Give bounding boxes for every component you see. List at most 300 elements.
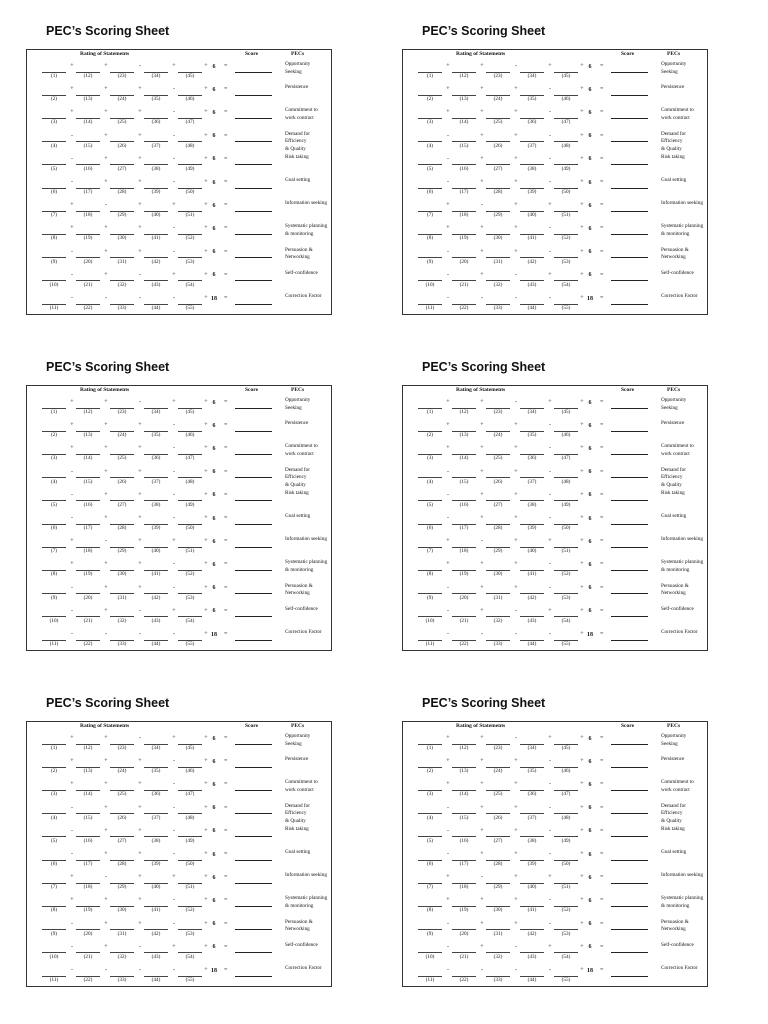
statement-number: (53): [185, 258, 195, 265]
statement-number: (34): [527, 745, 537, 751]
statement-number: (17): [459, 189, 469, 195]
score-row: [27, 918, 331, 944]
statement-number: (22): [83, 641, 93, 647]
constant-value: 18: [211, 967, 217, 974]
operator-sign: +: [580, 631, 584, 637]
score-row: [27, 399, 331, 422]
statement-number: (39): [151, 861, 161, 867]
statement-number: (11): [425, 641, 435, 647]
pecs-header: PECs: [667, 387, 681, 393]
pec-label-line: Seeking: [285, 68, 302, 75]
pec-label-line: Persuasion &: [661, 582, 689, 589]
equals-sign: =: [600, 920, 604, 927]
operator-sign: -: [515, 63, 517, 69]
statement-number: (51): [185, 212, 195, 219]
operator-sign: +: [514, 561, 518, 568]
sheet-title: PEC’s Scoring Sheet: [422, 696, 546, 710]
statement-number: (12): [83, 73, 93, 79]
statement-number: (9): [50, 594, 58, 601]
operator-sign: -: [515, 607, 517, 614]
operator-sign: +: [446, 538, 450, 545]
operator-sign: +: [514, 109, 518, 116]
statement-number: (31): [493, 258, 503, 265]
pec-label-line: Commitment to: [285, 779, 318, 786]
operator-sign: +: [172, 607, 176, 614]
sheet-title: PEC’s Scoring Sheet: [46, 24, 170, 38]
rating-header: Rating of Statements: [80, 723, 130, 729]
statement-number: (36): [151, 119, 161, 126]
score-row: [27, 295, 331, 318]
operator-sign: +: [204, 758, 208, 765]
statement-number: (18): [83, 548, 93, 555]
score-blank: [611, 790, 648, 791]
pec-label-line: Commitment to: [661, 443, 694, 450]
operator-sign: -: [71, 827, 73, 834]
statement-number: (4): [426, 478, 434, 485]
operator-sign: +: [104, 584, 108, 591]
operator-sign: +: [70, 874, 74, 881]
rating-header: Rating of Statements: [80, 51, 130, 57]
score-blank: [611, 477, 648, 478]
constant-value: 6: [212, 63, 216, 70]
operator-sign: -: [173, 109, 175, 116]
operator-sign: -: [549, 445, 551, 452]
pec-label: [661, 849, 707, 857]
statement-number: (40): [527, 212, 537, 219]
statement-number: (16): [459, 837, 469, 844]
score-blank: [235, 304, 272, 305]
statement-number: (19): [83, 235, 93, 242]
constant-value: 6: [212, 492, 216, 499]
statement-number: (53): [185, 594, 195, 601]
operator-sign: +: [204, 584, 208, 591]
equals-sign: =: [600, 399, 604, 405]
pec-label-line: Persuasion &: [285, 918, 313, 925]
score-blank: [235, 929, 272, 930]
statement-number: (6): [50, 861, 58, 867]
score-row: [403, 735, 707, 758]
score-row: [27, 269, 331, 295]
pec-label-line: Correction Factor: [285, 965, 322, 971]
operator-sign: +: [172, 735, 176, 741]
statement-number: (33): [117, 641, 127, 647]
operator-sign: +: [480, 468, 484, 475]
pec-label-line: & monitoring: [661, 566, 690, 573]
statement-number: (9): [426, 930, 434, 937]
operator-sign: -: [71, 295, 73, 301]
statement-number: (37): [151, 478, 161, 485]
statement-number: (10): [425, 281, 435, 288]
statement-number: (53): [561, 258, 571, 265]
operator-sign: +: [204, 248, 208, 255]
score-blank: [235, 188, 272, 189]
statement-number: (31): [493, 930, 503, 937]
statement-number: (31): [117, 594, 127, 601]
score-row: [27, 825, 331, 851]
statement-number: (31): [117, 258, 127, 265]
statement-number: (40): [527, 548, 537, 555]
operator-sign: +: [204, 874, 208, 881]
statement-number: (45): [185, 745, 195, 751]
score-blank: [235, 477, 272, 478]
operator-sign: +: [104, 422, 108, 429]
operator-sign: +: [70, 538, 74, 545]
pec-label: [661, 107, 707, 122]
equals-sign: =: [600, 225, 604, 232]
pec-label-line: Risk taking: [661, 489, 685, 496]
score-row: [27, 153, 331, 179]
statement-number: (29): [493, 884, 503, 891]
statement-number: (13): [459, 96, 469, 103]
statement-number: (1): [426, 409, 434, 415]
equals-sign: =: [224, 631, 228, 637]
equals-sign: =: [600, 827, 604, 834]
score-row: [403, 941, 707, 967]
equals-sign: =: [600, 781, 604, 788]
scoring-table: [402, 721, 708, 987]
score-row: [27, 967, 331, 990]
statement-number: (3): [426, 119, 434, 126]
constant-value: 6: [588, 828, 592, 835]
pec-label-line: Demand for Efficiency: [285, 130, 310, 145]
statement-number: (23): [117, 409, 127, 415]
constant-value: 18: [211, 631, 217, 638]
statement-number: (8): [426, 571, 434, 578]
pec-label-line: Opportunity: [661, 733, 687, 739]
constant-value: 18: [211, 295, 217, 302]
scoring-table: [26, 385, 332, 651]
statement-number: (30): [493, 571, 503, 578]
operator-sign: +: [204, 631, 208, 637]
statement-number: (53): [561, 930, 571, 937]
score-blank: [235, 813, 272, 814]
statement-number: (55): [185, 977, 195, 983]
operator-sign: +: [514, 804, 518, 811]
pec-label: [661, 200, 707, 208]
pec-label-line: Opportunity: [661, 397, 687, 403]
constant-value: 6: [588, 735, 592, 742]
pec-label: [661, 154, 707, 162]
equals-sign: =: [224, 804, 228, 811]
equals-sign: =: [224, 271, 228, 278]
operator-sign: -: [515, 399, 517, 405]
operator-sign: -: [549, 155, 551, 162]
operator-sign: +: [172, 399, 176, 405]
pec-label: [661, 919, 707, 934]
score-blank: [235, 593, 272, 594]
statement-number: (13): [459, 768, 469, 775]
operator-sign: +: [514, 874, 518, 881]
operator-sign: +: [70, 445, 74, 452]
statement-number: (5): [50, 837, 58, 844]
statement-number: (15): [459, 142, 469, 149]
operator-sign: +: [548, 63, 552, 69]
operator-sign: -: [447, 804, 449, 811]
statement-number: (32): [493, 617, 503, 624]
statement-number: (5): [426, 837, 434, 844]
equals-sign: =: [600, 735, 604, 741]
constant-value: 6: [212, 781, 216, 788]
pec-label: [661, 629, 707, 637]
pec-label-line: work contract: [285, 450, 314, 457]
operator-sign: +: [480, 897, 484, 904]
statement-number: (46): [561, 96, 571, 103]
statement-number: (18): [83, 212, 93, 219]
equals-sign: =: [224, 851, 228, 857]
operator-sign: +: [446, 897, 450, 904]
statement-number: (17): [83, 861, 93, 867]
pec-label: [285, 919, 331, 934]
operator-sign: -: [173, 827, 175, 834]
operator-sign: +: [580, 225, 584, 232]
operator-sign: +: [138, 445, 142, 452]
pec-label-line: Commitment to: [661, 107, 694, 114]
equals-sign: =: [224, 86, 228, 93]
operator-sign: -: [105, 967, 107, 973]
score-blank: [235, 141, 272, 142]
score-row: [27, 561, 331, 584]
statement-number: (34): [527, 409, 537, 415]
operator-sign: -: [71, 943, 73, 950]
operator-sign: +: [480, 943, 484, 950]
score-blank: [611, 929, 648, 930]
score-row: [27, 130, 331, 156]
constant-value: 6: [212, 897, 216, 904]
statement-number: (51): [561, 548, 571, 555]
score-blank: [611, 570, 648, 571]
pec-label: [661, 872, 707, 880]
operator-sign: +: [446, 202, 450, 209]
operator-sign: +: [580, 851, 584, 857]
pecs-header: PECs: [291, 387, 305, 393]
statement-number: (47): [561, 455, 571, 462]
pecs-header: PECs: [291, 51, 305, 57]
operator-sign: -: [173, 515, 175, 521]
statement-number: (48): [185, 478, 195, 485]
pec-label-line: Systematic planning: [285, 223, 328, 230]
constant-value: 6: [588, 561, 592, 568]
statement-number: (33): [493, 305, 503, 311]
operator-sign: +: [580, 515, 584, 521]
score-row: [403, 851, 707, 874]
statement-number: (10): [49, 617, 59, 624]
pec-label-line: Information seeking: [661, 536, 703, 543]
pec-label-line: Seeking: [661, 68, 678, 75]
equals-sign: =: [600, 445, 604, 452]
scoring-table: [402, 385, 708, 651]
pec-label: [661, 965, 707, 973]
pec-label: [285, 756, 331, 764]
operator-sign: -: [71, 804, 73, 811]
score-row: [403, 269, 707, 295]
statement-number: (20): [459, 930, 469, 937]
score-blank: [235, 952, 272, 953]
statement-number: (47): [561, 119, 571, 126]
operator-sign: +: [104, 607, 108, 614]
operator-sign: +: [580, 607, 584, 614]
statement-number: (14): [459, 455, 469, 462]
operator-sign: +: [204, 86, 208, 93]
scoring-sheet-3: [0, 336, 384, 672]
statement-number: (39): [151, 189, 161, 195]
statement-number: (30): [493, 235, 503, 242]
score-row: [403, 295, 707, 318]
pec-label: [661, 131, 707, 154]
pec-label: [661, 583, 707, 598]
operator-sign: +: [548, 271, 552, 278]
statement-number: (55): [561, 641, 571, 647]
constant-value: 6: [588, 156, 592, 163]
pec-label-line: Demand for Efficiency: [661, 466, 686, 481]
statement-number: (18): [459, 212, 469, 219]
statement-number: (20): [83, 258, 93, 265]
operator-sign: +: [138, 109, 142, 116]
operator-sign: +: [480, 781, 484, 788]
operator-sign: -: [549, 248, 551, 255]
statement-number: (15): [83, 142, 93, 149]
scoring-sheet-4: [376, 336, 760, 672]
constant-value: 6: [212, 828, 216, 835]
statement-number: (17): [459, 861, 469, 867]
equals-sign: =: [224, 607, 228, 614]
pec-label-line: Opportunity: [285, 733, 311, 739]
score-row: [27, 897, 331, 920]
statement-number: (38): [527, 165, 537, 172]
statement-number: (5): [50, 165, 58, 172]
score-blank: [611, 431, 648, 432]
pec-label-line: Persuasion &: [285, 246, 313, 253]
pec-label-line: Demand for Efficiency: [285, 466, 310, 481]
statement-number: (44): [151, 305, 161, 311]
pec-label: [285, 131, 331, 154]
operator-sign: +: [204, 422, 208, 429]
statement-number: (27): [117, 165, 127, 172]
score-blank: [235, 767, 272, 768]
statement-number: (19): [459, 235, 469, 242]
statement-number: (8): [426, 907, 434, 914]
score-row: [27, 758, 331, 781]
pec-label-line: Systematic planning: [285, 559, 328, 566]
score-header: Score: [245, 723, 259, 729]
operator-sign: -: [173, 491, 175, 498]
statement-number: (49): [561, 165, 571, 172]
statement-number: (28): [493, 861, 503, 867]
statement-number: (20): [83, 930, 93, 937]
equals-sign: =: [224, 897, 228, 904]
operator-sign: +: [104, 271, 108, 278]
score-blank: [235, 408, 272, 409]
statement-number: (41): [151, 235, 161, 242]
score-blank: [611, 744, 648, 745]
operator-sign: -: [139, 63, 141, 69]
operator-sign: +: [580, 248, 584, 255]
constant-value: 6: [588, 225, 592, 232]
operator-sign: +: [446, 781, 450, 788]
operator-sign: +: [480, 584, 484, 591]
equals-sign: =: [224, 295, 228, 301]
statement-number: (34): [151, 409, 161, 415]
operator-sign: +: [138, 897, 142, 904]
operator-sign: +: [204, 515, 208, 521]
statement-number: (32): [493, 953, 503, 960]
operator-sign: +: [172, 943, 176, 950]
operator-sign: +: [70, 897, 74, 904]
operator-sign: -: [549, 561, 551, 568]
statement-number: (1): [50, 73, 58, 79]
statement-number: (23): [493, 745, 503, 751]
statement-number: (19): [459, 571, 469, 578]
operator-sign: +: [480, 399, 484, 405]
pec-label-line: Seeking: [285, 740, 302, 747]
operator-sign: +: [172, 63, 176, 69]
operator-sign: +: [446, 874, 450, 881]
operator-sign: +: [70, 735, 74, 741]
equals-sign: =: [224, 758, 228, 765]
operator-sign: +: [480, 804, 484, 811]
statement-number: (26): [493, 478, 503, 485]
statement-number: (18): [83, 884, 93, 891]
statement-number: (4): [426, 814, 434, 821]
pec-label: [285, 583, 331, 598]
operator-sign: +: [548, 735, 552, 741]
constant-value: 6: [588, 249, 592, 256]
pec-label: [661, 177, 707, 185]
operator-sign: -: [173, 155, 175, 162]
operator-sign: +: [580, 967, 584, 973]
statement-number: (49): [561, 501, 571, 508]
operator-sign: +: [480, 225, 484, 232]
rating-header: Rating of Statements: [456, 387, 506, 393]
score-row: [403, 246, 707, 272]
rating-header: Rating of Statements: [80, 387, 130, 393]
operator-sign: +: [204, 202, 208, 209]
statement-number: (4): [50, 478, 58, 485]
statement-number: (16): [459, 501, 469, 508]
score-row: [403, 605, 707, 631]
statement-number: (50): [185, 525, 195, 531]
pec-label: [285, 733, 331, 748]
score-row: [27, 735, 331, 758]
statement-number: (45): [561, 409, 571, 415]
statement-number: (41): [527, 235, 537, 242]
constant-value: 6: [588, 179, 592, 186]
statement-number: (55): [561, 305, 571, 311]
statement-number: (33): [493, 641, 503, 647]
score-blank: [611, 883, 648, 884]
operator-sign: +: [514, 132, 518, 139]
operator-sign: -: [173, 295, 175, 301]
score-row: [27, 851, 331, 874]
pec-label-line: Commitment to: [285, 107, 318, 114]
score-row: [403, 489, 707, 515]
scoring-sheet-2: [376, 0, 760, 336]
equals-sign: =: [600, 271, 604, 278]
operator-sign: +: [580, 827, 584, 834]
operator-sign: -: [139, 295, 141, 301]
rating-header: Rating of Statements: [456, 51, 506, 57]
pec-label: [285, 536, 331, 544]
statement-number: (30): [493, 907, 503, 914]
operator-sign: +: [580, 943, 584, 950]
equals-sign: =: [224, 179, 228, 185]
constant-value: 6: [588, 399, 592, 406]
operator-sign: +: [70, 399, 74, 405]
operator-sign: +: [138, 491, 142, 498]
operator-sign: +: [580, 920, 584, 927]
score-blank: [235, 72, 272, 73]
constant-value: 6: [212, 86, 216, 93]
operator-sign: +: [104, 515, 108, 521]
